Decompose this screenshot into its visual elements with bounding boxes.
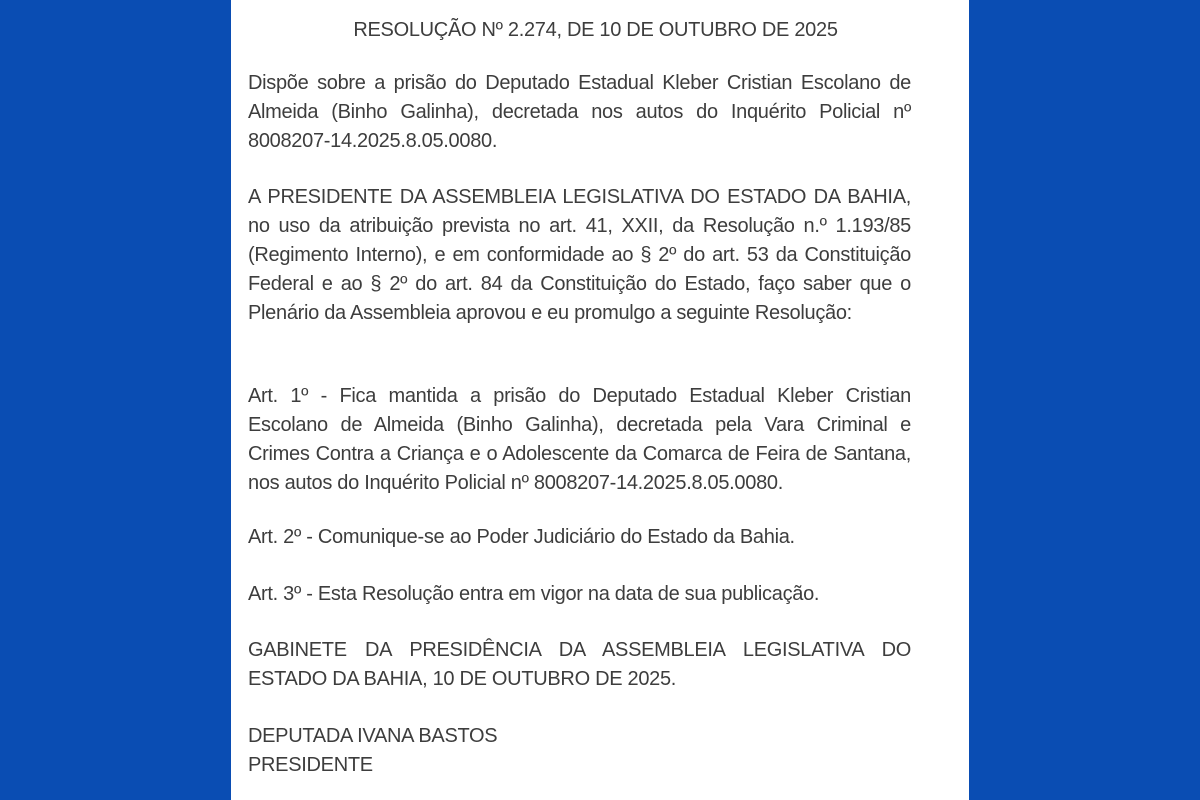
article-1: Art. 1º - Fica mantida a prisão do Deputado Estadual Kleber Cristian Escolano de Almeida (Binho Galinha), decretada pela Vara Criminal e Crimes Contra a Criança e o Adolescente da Comarca de Feira de Santana, nos autos do Inquérito Policial nº 8008207-14.2025.8.05.0080. [248, 385, 911, 494]
document-title: RESOLUÇÃO Nº 2.274, DE 10 DE OUTUBRO DE 2025 [353, 19, 838, 41]
resolution-document [231, 0, 969, 800]
signatory-name: DEPUTADA IVANA BASTOS [248, 725, 498, 747]
article-2: Art. 2º - Comunique-se ao Poder Judiciário do Estado da Bahia. [248, 526, 795, 548]
left-blue-panel [0, 0, 231, 800]
article-3: Art. 3º - Esta Resolução entra em vigor na data de sua publicação. [248, 583, 820, 605]
preamble-paragraph: A PRESIDENTE DA ASSEMBLEIA LEGISLATIVA DO ESTADO DA BAHIA, no uso da atribuição prevista no art. 41, XXII, da Resolução n.º 1.193/85 (Regimento Interno), e em conformidade ao § 2º do art. 53 da Constituição Federal e ao § 2º do art. 84 da Constituição do Estado, faço saber que o Plenário da Assembleia aprovou e eu promulgo a seguinte Resolução: [248, 186, 911, 324]
signatory-role: PRESIDENTE [248, 754, 373, 776]
right-blue-panel [969, 0, 1200, 800]
closing-paragraph: GABINETE DA PRESIDÊNCIA DA ASSEMBLEIA LEGISLATIVA DO ESTADO DA BAHIA, 10 DE OUTUBRO DE 2025. [248, 639, 911, 690]
ementa-paragraph: Dispõe sobre a prisão do Deputado Estadual Kleber Cristian Escolano de Almeida (Binho Galinha), decretada nos autos do Inquérito Policial nº 8008207-14.2025.8.05.0080. [248, 72, 911, 152]
